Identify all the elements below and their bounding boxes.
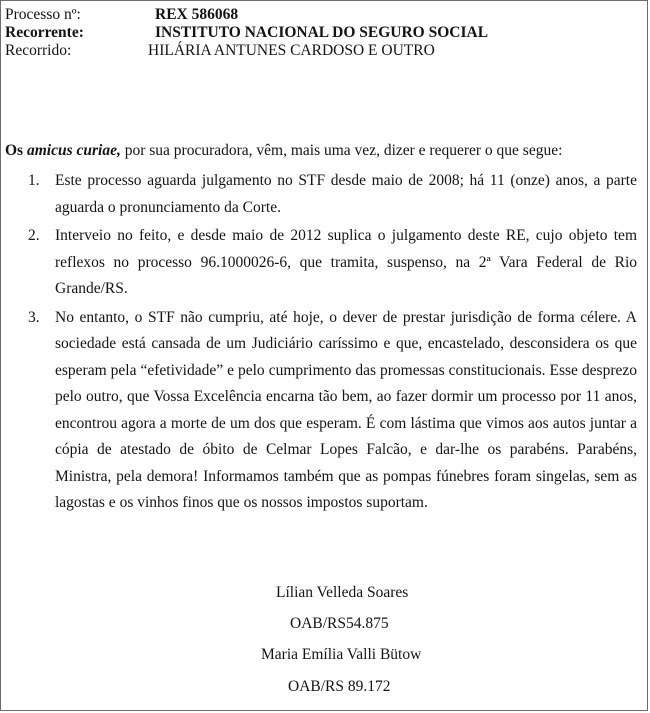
recorrido-row bbox=[5, 42, 435, 60]
list-item bbox=[1, 168, 649, 221]
list-item-text: Interveio no feito, e desde maio de 2012 suplica o julgamento deste RE, cujo objeto tem reflexos no processo 96.1000026-6, que tramita, suspenso, na 2ª Vara Federal de Rio Grande/RS. bbox=[55, 227, 637, 297]
list-item bbox=[1, 223, 649, 303]
numbered-list bbox=[1, 168, 649, 517]
signature-name-1: Lílian Velleda Soares bbox=[276, 584, 409, 601]
list-item-number: 1. bbox=[28, 172, 40, 189]
recorrido-label: Recorrido: bbox=[5, 42, 72, 59]
signature-oab-2: OAB/RS 89.172 bbox=[288, 678, 391, 695]
list-item-number: 2. bbox=[28, 227, 40, 244]
processo-value: REX 586068 bbox=[155, 6, 239, 23]
list-item-number: 3. bbox=[28, 308, 40, 326]
intro-rest: por sua procuradora, vêm, mais uma vez, dizer e requerer o que segue: bbox=[120, 142, 563, 159]
intro-amicus-curiae: amicus curiae, bbox=[26, 142, 121, 159]
list-item-text: Este processo aguarda julgamento no STF desde maio de 2008; há 11 (onze) anos, a parte aguarda o pronunciamento da Corte. bbox=[55, 172, 637, 216]
list-item-text: No entanto, o STF não cumpriu, até hoje, o dever de prestar jurisdição de forma célere. A sociedade está cansada de um Judiciário caríssimo e que, encastelado, desconsidera os que esperam pela “efetividade” e pelo cumprimento das promessas constitucionais. Esse desprezo pelo outro, que Vossa Excelência encarna tão bem, ao fazer dormir um processo por 11 anos, encontrou agora a morte de um dos que esperam. É com lástima que vimos aos autos juntar a cópia de atestado de óbito de Celmar Lopes Falcão, e dar-lhe os parabéns. Parabéns, Ministra, pela demora! Informamos também que as pompas fúnebres foram singelas, sem as lagostas e os vinhos finos que os nossos impostos suportam. bbox=[55, 308, 637, 511]
recorrente-value: INSTITUTO NACIONAL DO SEGURO SOCIAL bbox=[155, 24, 489, 41]
intro-paragraph bbox=[5, 141, 641, 161]
recorrido-value: HILÁRIA ANTUNES CARDOSO E OUTRO bbox=[148, 42, 435, 59]
recorrente-row bbox=[5, 24, 488, 42]
intro-lead: Os bbox=[5, 142, 27, 159]
signature-oab-1: OAB/RS54.875 bbox=[290, 615, 389, 632]
signature-name-2: Maria Emília Valli Bütow bbox=[261, 646, 422, 663]
list-item bbox=[1, 305, 649, 517]
processo-row bbox=[5, 6, 238, 24]
processo-label: Processo nº: bbox=[5, 6, 81, 23]
recorrente-label: Recorrente: bbox=[5, 24, 84, 41]
